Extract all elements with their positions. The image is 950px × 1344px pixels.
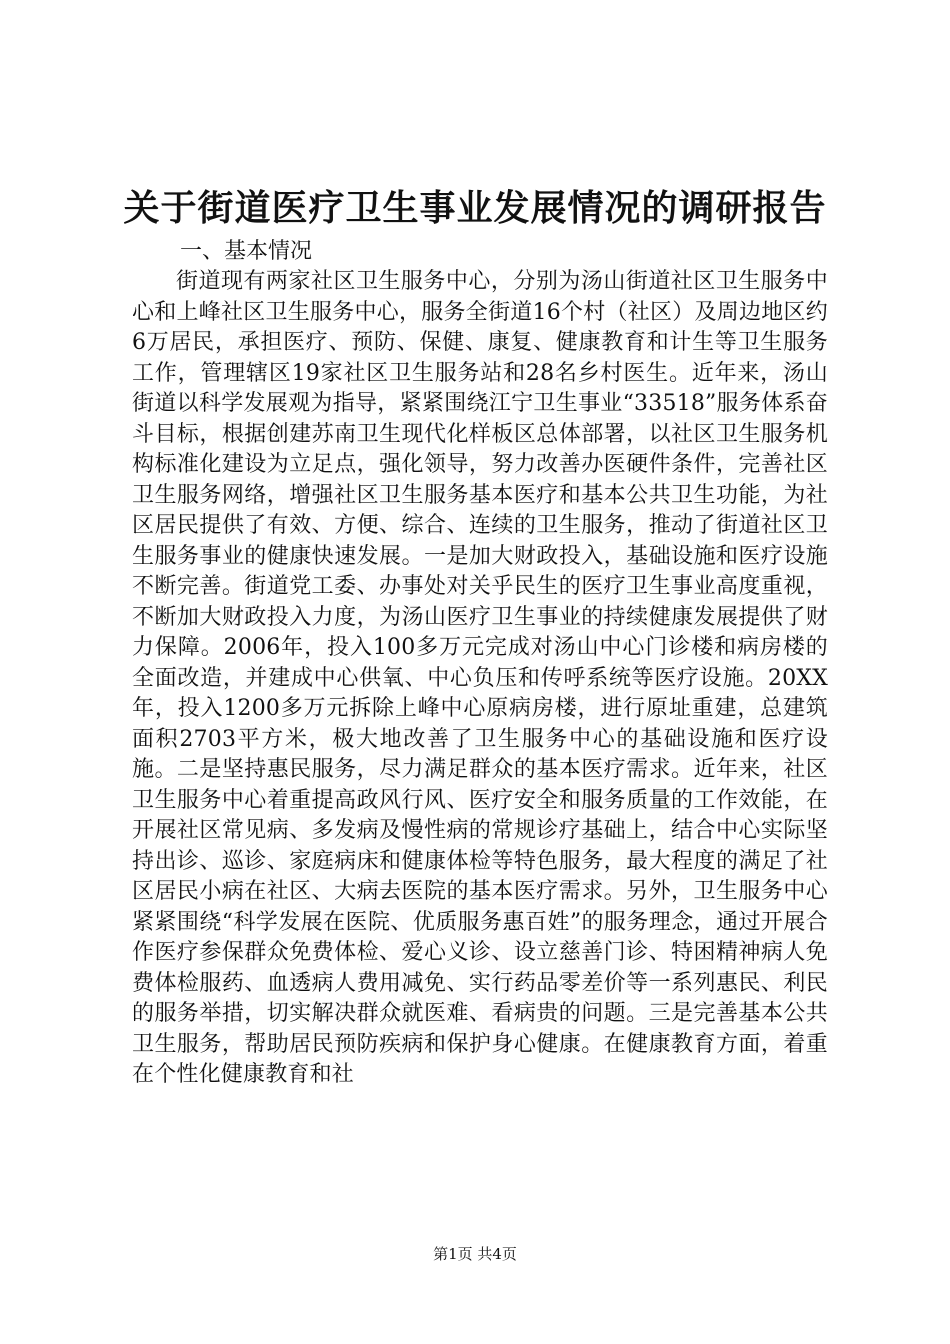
page-footer: 第1页 共4页 — [433, 1245, 517, 1263]
body-paragraph: 街道现有两家社区卫生服务中心，分别为汤山街道社区卫生服务中心和上峰社区卫生服务中心，服务全街道16个村（社区）及周边地区约6万居民，承担医疗、预防、保健、康复、健康教育和计生等卫生服务工作，管理辖区19家社区卫生服务站和28名乡村医生。近年来，汤山街道以科学发展观为指导，紧紧围绕江宁卫生事业“33518”服务体系奋斗目标，根据创建苏南卫生现代化样板区总体部署，以社区卫生服务机构标准化建设为立足点，强化领导，努力改善办医硬件条件，完善社区卫生服务网络，增强社区卫生服务基本医疗和基本公共卫生功能，为社区居民提供了有效、方便、综合、连续的卫生服务，推动了街道社区卫生服务事业的健康快速发展。一是加大财政投入，基础设施和医疗设施不断完善。街道党工委、办事处对关乎民生的医疗卫生事业高度重视，不断加大财政投入力度，为汤山医疗卫生事业的持续健康发展提供了财力保障。2006年，投入100多万元完成对汤山中心门诊楼和病房楼的全面改造，并建成中心供氧、中心负压和传呼系统等医疗设施。20XX年，投入1200多万元拆除上峰中心原病房楼，进行原址重建，总建筑面积2703平方米，极大地改善了卫生服务中心的基础设施和医疗设施。二是坚持惠民服务，尽力满足群众的基本医疗需求。近年来，社区卫生服务中心着重提高政风行风、医疗安全和服务质量的工作效能，在开展社区常见病、多发病及慢性病的常规诊疗基础上，结合中心实际坚持出诊、巡诊、家庭病床和健康体检等特色服务，最大程度的满足了社区居民小病在社区、大病去医院的基本医疗需求。另外，卫生服务中心紧紧围绕“科学发展在医院、优质服务惠百姓”的服务理念，通过开展合作医疗参保群众免费体检、爱心义诊、设立慈善门诊、特困精神病人免费体检服药、血透病人费用减免、实行药品零差价等一系列惠民、利民的服务举措，切实解决群众就医难、看病贵的问题。三是完善基本公共卫生服务，帮助居民预防疾病和保护身心健康。在健康教育方面，着重在个性化健康教育和社 — [132, 269, 828, 1087]
section-heading: 一、基本情况 — [180, 239, 313, 264]
document-title: 关于街道医疗卫生事业发展情况的调研报告 — [123, 187, 827, 229]
